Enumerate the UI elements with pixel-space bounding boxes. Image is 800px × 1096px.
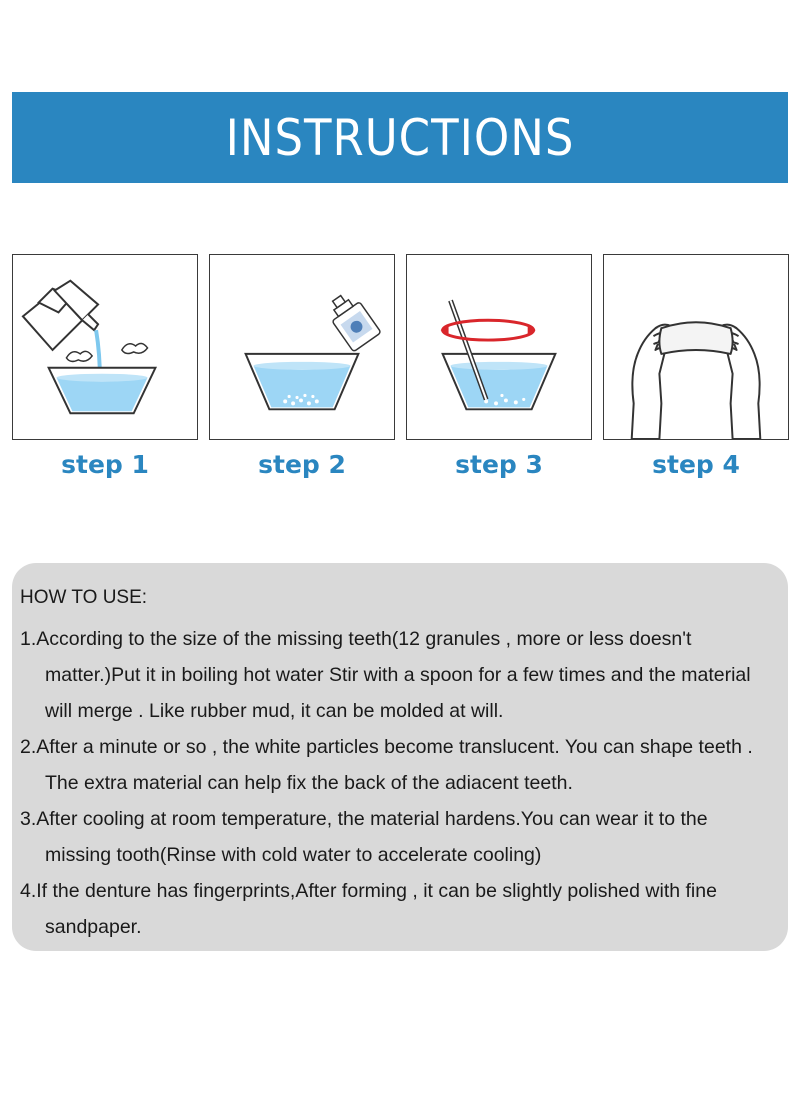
step-3-label: step 3 (455, 450, 543, 479)
step-2-label: step 2 (258, 450, 346, 479)
bottle-pouring-granules-icon (210, 255, 394, 439)
instruction-item-4: 4.If the denture has fingerprints,After forming , it can be slightly polished with fine sandpaper. (20, 880, 717, 938)
step-2-panel (209, 254, 395, 440)
instruction-item-3: 3.After cooling at room temperature, the material hardens.You can wear it to the missing tooth(Rinse with cold water to accelerate cooling) (20, 808, 708, 866)
page-title: INSTRUCTIONS (225, 108, 575, 167)
kettle-pouring-water-icon (13, 255, 197, 439)
instruction-item-2: 2.After a minute or so , the white particles become translucent. You can shape teeth . The extra material can help fix the back of the adiacent teeth. (20, 736, 753, 794)
step-4-label: step 4 (652, 450, 740, 479)
hands-molding-icon (604, 255, 788, 439)
instructions-banner (12, 92, 788, 183)
stirring-rod-icon (407, 255, 591, 439)
instruction-item-1: 1.According to the size of the missing teeth(12 granules , more or less doesn't matter.)Put it in boiling hot water Stir with a spoon for a few times and the material will merge . Like rubber mud, it can be molded at will. (20, 628, 751, 722)
step-3-panel (406, 254, 592, 440)
steps-row (0, 254, 800, 494)
step-1-panel (12, 254, 198, 440)
how-to-use-title: HOW TO USE: (20, 587, 148, 608)
step-1-label: step 1 (61, 450, 149, 479)
step-4-panel (603, 254, 789, 440)
how-to-use-panel (12, 563, 788, 951)
